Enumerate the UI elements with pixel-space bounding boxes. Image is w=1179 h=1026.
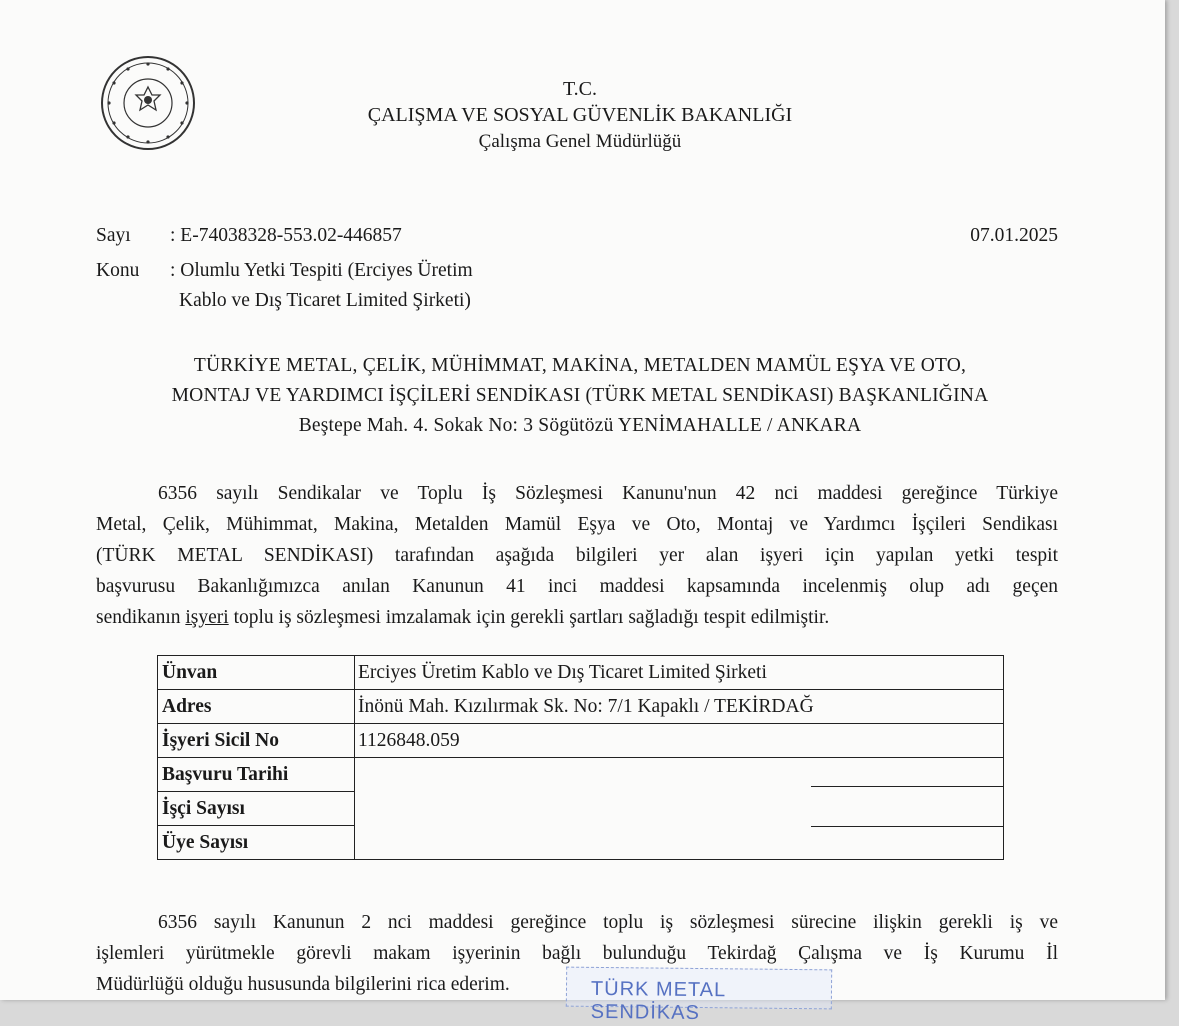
table-row [158,758,1004,792]
document-date: 07.01.2025 [970,225,1058,246]
blank-fill-line [811,826,1003,827]
sayi-label: Sayı [96,225,131,246]
konu-label: Konu [96,260,140,281]
table-row [158,656,1004,690]
table-key: Ünvan [158,656,355,690]
workplace-info-table [157,655,1004,860]
body1-line: (TÜRK METAL SENDİKASI) tarafından aşağıda bilgileri yer alan işyeri için yapılan yetki tespit [96,545,1058,566]
table-row [158,724,1004,758]
body1-line: sendikanın işyeri toplu iş sözleşmesi imzalamak için gerekli şartları sağladığı tespit edilmiştir. [96,607,830,628]
table-key: Adres [158,690,355,724]
table-key: Başvuru Tarihi [158,758,355,792]
table-value: İnönü Mah. Kızılırmak Sk. No: 7/1 Kapaklı / TEKİRDAĞ [355,690,1004,724]
table-value [355,826,1004,860]
table-row [158,826,1004,860]
table-value [355,792,1004,826]
table-value [355,758,1004,792]
ministry-name: ÇALIŞMA VE SOSYAL GÜVENLİK BAKANLIĞI [367,104,793,126]
body2-line: işlemleri yürütmekle görevli makam işyerinin bağlı bulunduğu Tekirdağ Çalışma ve İş Kurumu İl [96,943,1058,964]
table-key: Üye Sayısı [158,826,355,860]
konu-line-2: Kablo ve Dış Ticaret Limited Şirketi) [179,290,471,311]
table-row [158,690,1004,724]
sayi-value: : E-74038328-553.02-446857 [170,225,402,246]
table-key: İşçi Sayısı [158,792,355,826]
body2-line: Müdürlüğü olduğu hususunda bilgilerini rica ederim. [96,974,510,995]
body1-line: Metal, Çelik, Mühimmat, Makina, Metalden Mamül Eşya ve Oto, Montaj ve Yardımcı İşçileri Sendikası [96,514,1058,535]
body-paragraph-1 [96,478,1058,633]
recipient-line-1: TÜRKİYE METAL, ÇELİK, MÜHİMMAT, MAKİNA, METALDEN MAMÜL EŞYA VE OTO, [193,355,967,376]
table-value: 1126848.059 [355,724,1004,758]
table-key: İşyeri Sicil No [158,724,355,758]
recipient-address: Beştepe Mah. 4. Sokak No: 3 Sögütözü YENİMAHALLE / ANKARA [298,415,862,436]
underlined-word: işyeri [185,607,229,628]
body1-line: başvurusu Bakanlığımızca anılan Kanunun 41 inci maddesi kapsamında incelenmiş olup adı geçen [96,576,1058,597]
header-tc: T.C. [562,78,598,100]
body2-line: 6356 sayılı Kanunun 2 nci maddesi gereğince toplu iş sözleşmesi sürecine ilişkin gerekli iş ve [158,912,1058,933]
konu-line-1: : Olumlu Yetki Tespiti (Erciyes Üretim [170,260,473,281]
directorate-name: Çalışma Genel Müdürlüğü [478,131,682,152]
table-value: Erciyes Üretim Kablo ve Dış Ticaret Limited Şirketi [355,656,1004,690]
blank-fill-line [811,786,1003,787]
table-row [158,792,1004,826]
body1-line: 6356 sayılı Sendikalar ve Toplu İş Sözleşmesi Kanunu'nun 42 nci maddesi gereğince Türkiye [158,483,1058,504]
union-received-stamp: TÜRK METAL SENDİKAS [566,967,832,1010]
recipient-line-2: MONTAJ VE YARDIMCI İŞÇİLERİ SENDİKASI (TÜRK METAL SENDİKASI) BAŞKANLIĞINA [171,385,989,406]
